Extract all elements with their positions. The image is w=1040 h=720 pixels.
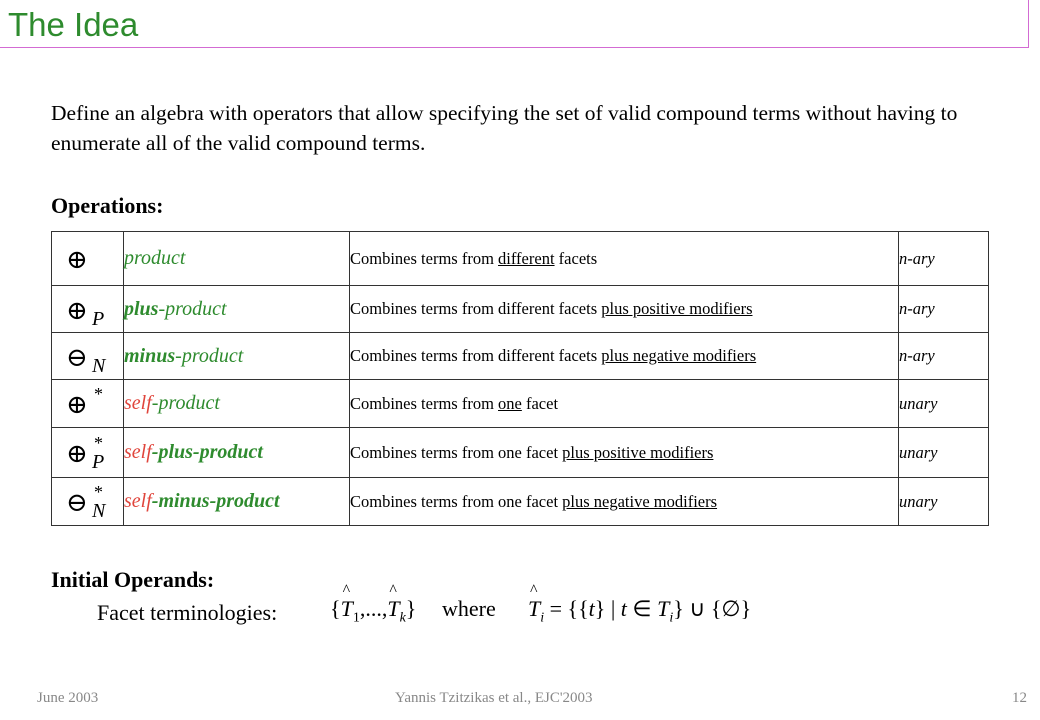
title-rule (0, 47, 1028, 48)
operation-row (52, 232, 989, 286)
operator-symbol (52, 478, 124, 526)
operator-arity: unary (899, 380, 989, 428)
footer-page-number: 12 (1012, 690, 1027, 706)
circled-plus-icon: ⊕ (66, 245, 88, 275)
facet-definition-formula: ^ $T_i = \{\{t\}$ | t ∈ $T_i$} ∪ {∅} (528, 596, 751, 626)
operator-subscript: N (92, 354, 106, 377)
operation-row (52, 380, 989, 428)
operator-description: Combines terms from one facet plus positive modifiers (350, 428, 899, 478)
circled-minus-icon: ⊖ (66, 342, 88, 373)
operation-row (52, 333, 989, 380)
facet-set-formula: {^ $T_1,...,\^{}$ $T_k$} (330, 596, 416, 626)
operator-arity: n-ary (899, 333, 989, 380)
slide-title: The Idea (8, 6, 139, 43)
operator-symbol (52, 380, 124, 428)
operator-name: self-plus-product (124, 428, 350, 478)
side-rule (1028, 0, 1029, 48)
operator-symbol (52, 232, 124, 286)
operator-name: plus-product (124, 286, 350, 333)
footer-authors: Yannis Tzitzikas et al., EJC'2003 (395, 690, 593, 706)
operator-superscript: * (94, 384, 103, 404)
circled-minus-icon: ⊖ (66, 488, 88, 518)
operator-name: product (124, 232, 350, 286)
operator-name: self-minus-product (124, 478, 350, 526)
operation-row (52, 286, 989, 333)
circled-plus-icon: ⊕ (66, 295, 88, 326)
operator-name: minus-product (124, 333, 350, 380)
operator-description: Combines terms from different facets (350, 232, 899, 286)
operator-description: Combines terms from one facet plus negative modifiers (350, 478, 899, 526)
facet-terminologies-label: Facet terminologies: (97, 600, 278, 625)
operator-superscript: * (94, 433, 103, 453)
operator-superscript: * (94, 482, 103, 502)
operator-subscript: N (92, 500, 106, 522)
operator-symbol (52, 333, 124, 380)
operator-name: self-product (124, 380, 350, 428)
operator-description: Combines terms from different facets plus positive modifiers (350, 286, 899, 333)
operator-arity: n-ary (899, 286, 989, 333)
operation-row (52, 428, 989, 478)
intro-text: Define an algebra with operators that allow specifying the set of valid compound terms without having to enumerate all of the valid compound terms. (51, 101, 958, 155)
initial-operands-heading: Initial Operands: (51, 567, 215, 592)
operator-arity: unary (899, 428, 989, 478)
circled-plus-icon: ⊕ (66, 390, 88, 420)
operator-description: Combines terms from one facet (350, 380, 899, 428)
circled-plus-icon: ⊕ (66, 439, 88, 469)
operator-symbol (52, 286, 124, 333)
operator-symbol (52, 428, 124, 478)
formula-where: where (442, 596, 496, 621)
operator-arity: unary (899, 478, 989, 526)
operator-arity: n-ary (899, 232, 989, 286)
operator-subscript: P (92, 307, 105, 330)
footer-date: June 2003 (37, 690, 99, 706)
operations-heading: Operations: (51, 193, 164, 218)
operation-row (52, 478, 989, 526)
operations-table (51, 231, 989, 526)
operator-subscript: P (92, 451, 105, 473)
operator-description: Combines terms from different facets plus negative modifiers (350, 333, 899, 380)
